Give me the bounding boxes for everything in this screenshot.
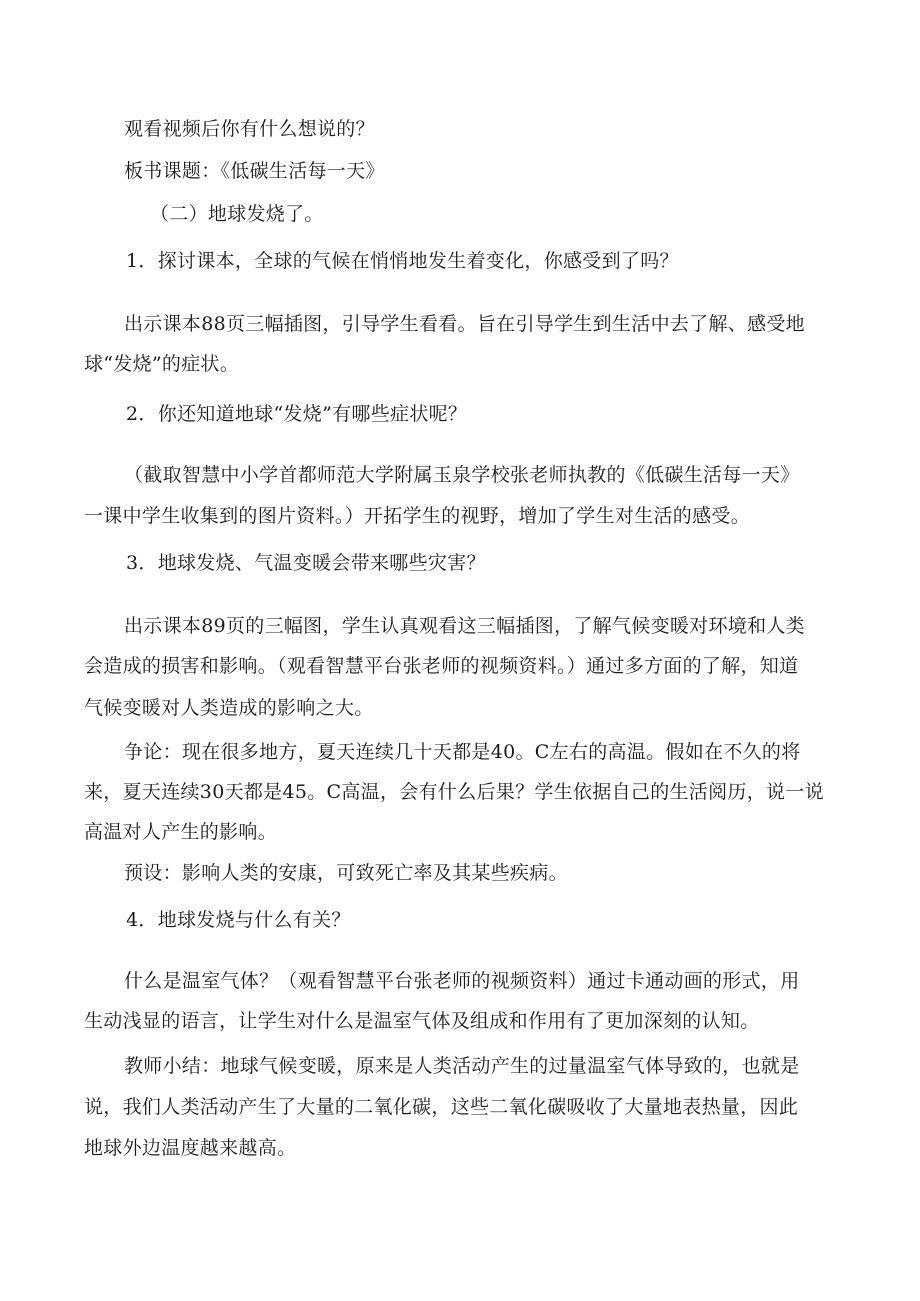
section-heading: （二）地球发烧了。 [150,203,324,225]
text-line: （截取智慧中小学首都师范大学附属玉泉学校张老师执教的《低碳生活每一天》 [124,464,800,486]
text-line: 观看视频后你有什么想说的？ [124,118,375,140]
text-line: 教师小结：地球气候变暖，原来是人类活动产生的过量温室气体导致的，也就是 [124,1055,800,1077]
text-line: 会造成的损害和影响。（观看智慧平台张老师的视频资料。）通过多方面的了解，知道 [84,655,799,677]
text-line: 来，夏天连续30天都是45。C高温，会有什么后果？学生依据自己的生活阅历，说一说 [84,781,824,803]
text-line: 出示课本89页的三幅图，学生认真观看这三幅插图，了解气候变暖对环境和人类 [124,615,805,637]
numbered-item: 2．你还知道地球“发烧”有哪些症状呢？ [126,403,468,425]
numbered-item: 1．探讨课本，全球的气候在悄悄地发生着变化，你感受到了吗？ [126,250,679,272]
text-line: 板书课题：《低碳生活每一天》 [124,160,385,182]
text-line: 说，我们人类活动产生了大量的二氧化碳，这些二氧化碳吸收了大量地表热量，因此 [84,1096,799,1118]
text-line: 球“发烧”的症状。 [84,353,240,375]
text-line: 预设：影响人类的安康，可致死亡率及其某些疾病。 [124,862,568,884]
text-line: 地球外边温度越来越高。 [84,1137,297,1159]
numbered-item: 3．地球发烧、气温变暖会带来哪些灾害？ [126,552,486,574]
text-line: 高温对人产生的影响。 [84,821,278,843]
text-line: 生动浅显的语言，让学生对什么是温室气体及组成和作用有了更加深刻的认知。 [84,1010,760,1032]
text-line: 出示课本88页三幅插图，引导学生看看。旨在引导学生到生活中去了解、感受地 [124,313,805,335]
text-line: 气候变暖对人类造成的影响之大。 [84,697,374,719]
numbered-item: 4．地球发烧与什么有关？ [126,909,351,931]
text-line: 一课中学生收集到的图片资料。）开拓学生的视野，增加了学生对生活的感受。 [84,505,751,527]
text-line: 什么是温室气体？（观看智慧平台张老师的视频资料）通过卡通动画的形式，用 [124,970,800,992]
text-line: 争论：现在很多地方，夏天连续几十天都是40。C左右的高温。假如在不久的将 [124,741,801,763]
